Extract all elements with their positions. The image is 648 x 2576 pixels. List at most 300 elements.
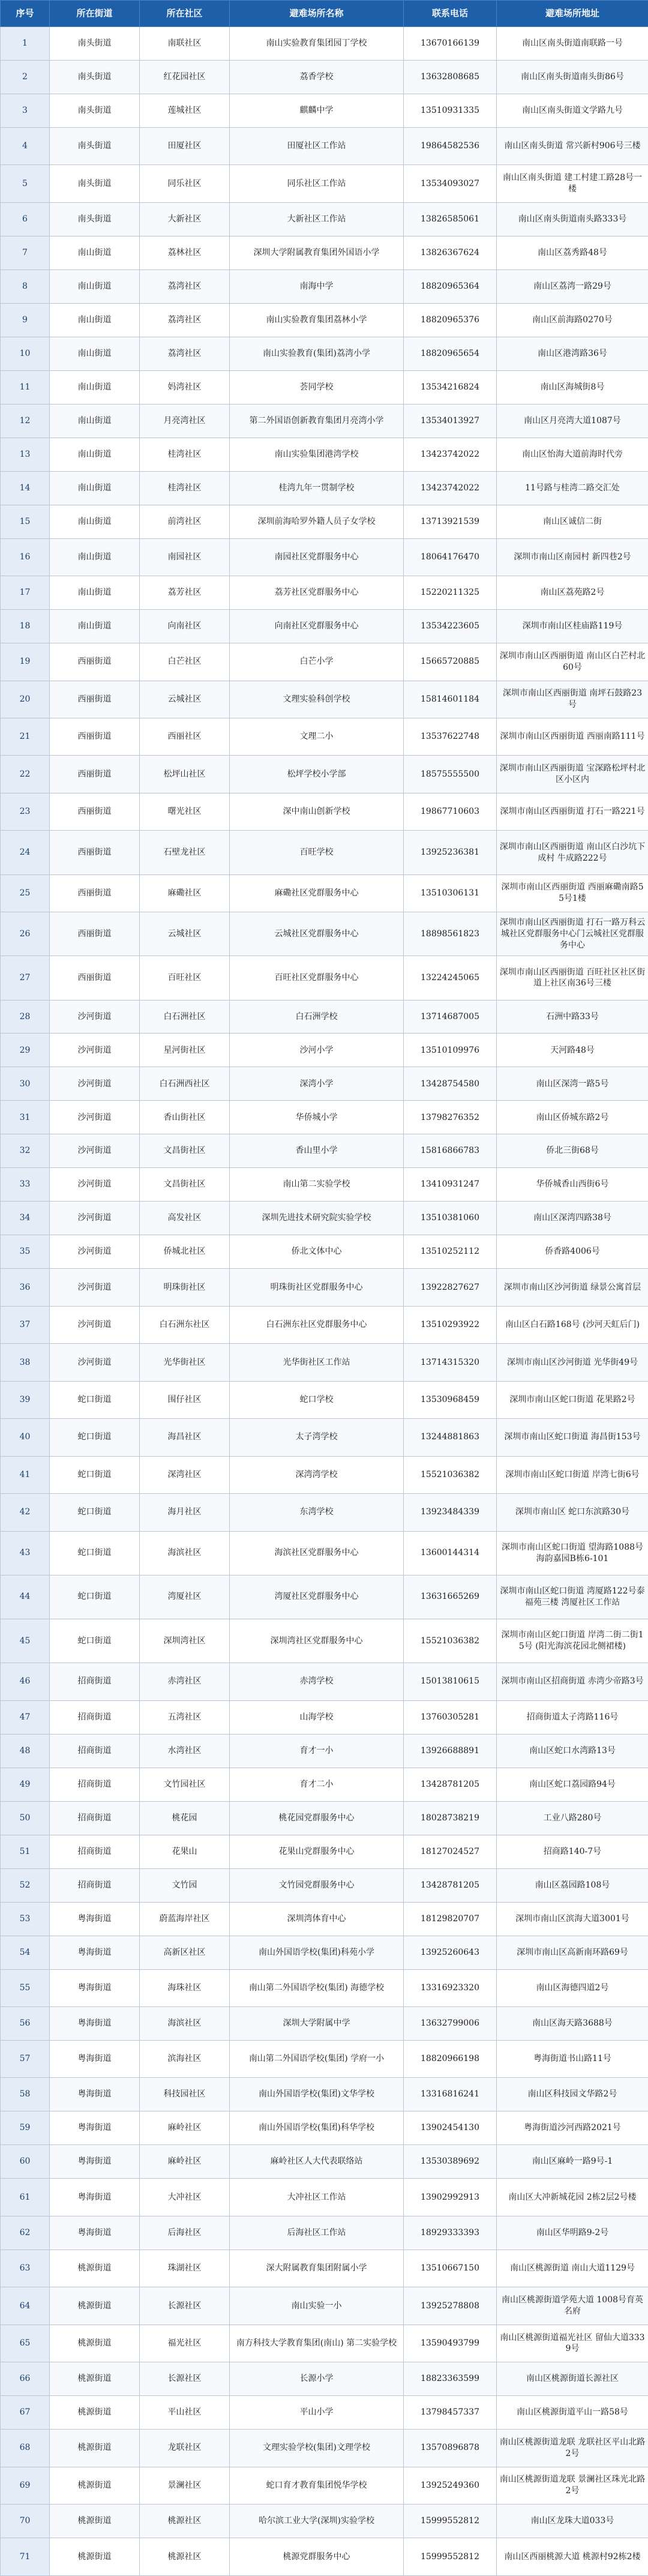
table-row	[1, 756, 648, 793]
cell-community: 桃花园	[140, 1801, 230, 1835]
cell-shelter-name: 沙河小学	[230, 1034, 404, 1067]
cell-phone: 13537622748	[404, 718, 497, 756]
cell-street: 西丽街道	[50, 756, 140, 793]
cell-address: 深圳市南山区桂庙路119号	[497, 610, 648, 643]
table-row	[1, 1344, 648, 1381]
cell-community: 文昌街社区	[140, 1134, 230, 1168]
cell-shelter-name: 深湾小学	[230, 1067, 404, 1101]
cell-address: 深圳市南山区西丽街道 百旺社区社区街道上社区南36号三楼	[497, 956, 648, 1000]
cell-address: 深圳市南山区滨海大道3001号	[497, 1902, 648, 1936]
cell-shelter-name: 麻磡社区党群服务中心	[230, 874, 404, 912]
cell-phone: 13244881863	[404, 1419, 497, 1456]
cell-index: 14	[1, 471, 50, 505]
table-row	[1, 1235, 648, 1269]
header-community: 所在社区	[140, 1, 230, 27]
cell-phone: 13530389692	[404, 2145, 497, 2179]
cell-address: 南山区港湾路36号	[497, 337, 648, 370]
cell-phone: 13922827627	[404, 1269, 497, 1306]
table-row	[1, 912, 648, 956]
cell-community: 后海社区	[140, 2216, 230, 2249]
cell-address: 11号路与桂湾二路交汇处	[497, 471, 648, 505]
cell-index: 63	[1, 2249, 50, 2287]
cell-address: 侨北三街68号	[497, 1134, 648, 1168]
cell-phone: 13423742022	[404, 471, 497, 505]
table-row	[1, 1835, 648, 1868]
cell-street: 招商街道	[50, 1801, 140, 1835]
cell-phone: 13410931247	[404, 1168, 497, 1202]
cell-community: 珠湖社区	[140, 2249, 230, 2287]
cell-address: 南山区荔园路108号	[497, 1868, 648, 1902]
cell-street: 西丽街道	[50, 956, 140, 1000]
table-row	[1, 269, 648, 303]
cell-shelter-name: 南山实验集团港湾学校	[230, 438, 404, 471]
table-row	[1, 471, 648, 505]
cell-phone: 13631665269	[404, 1575, 497, 1619]
cell-phone: 13590493799	[404, 2325, 497, 2362]
cell-phone: 13714687005	[404, 1000, 497, 1034]
cell-community: 荔芳社区	[140, 576, 230, 610]
cell-index: 45	[1, 1619, 50, 1663]
cell-index: 64	[1, 2287, 50, 2325]
cell-community: 麻磡社区	[140, 874, 230, 912]
table-row	[1, 2538, 648, 2576]
cell-community: 白石洲社区	[140, 1000, 230, 1034]
cell-community: 文竹园	[140, 1868, 230, 1902]
table-row	[1, 681, 648, 718]
cell-community: 荔湾社区	[140, 269, 230, 303]
cell-index: 59	[1, 2111, 50, 2145]
table-row	[1, 874, 648, 912]
cell-address: 深圳市南山区西丽街道 南山区白芒村北60号	[497, 643, 648, 681]
cell-community: 海珠社区	[140, 1969, 230, 2006]
cell-phone: 13510252112	[404, 1235, 497, 1269]
cell-index: 10	[1, 337, 50, 370]
cell-shelter-name: 南山实验教育集团荔林小学	[230, 303, 404, 337]
table-row	[1, 1168, 648, 1202]
cell-index: 61	[1, 2179, 50, 2216]
cell-shelter-name: 深湾湾学校	[230, 1456, 404, 1493]
cell-index: 2	[1, 60, 50, 94]
table-row	[1, 576, 648, 610]
cell-shelter-name: 育才一小	[230, 1734, 404, 1768]
cell-street: 招商街道	[50, 1868, 140, 1902]
cell-street: 桃源街道	[50, 2430, 140, 2467]
cell-street: 粤海街道	[50, 1936, 140, 1969]
cell-index: 43	[1, 1531, 50, 1575]
cell-street: 西丽街道	[50, 874, 140, 912]
cell-index: 57	[1, 2040, 50, 2077]
cell-index: 46	[1, 1663, 50, 1700]
table-row	[1, 1269, 648, 1306]
cell-community: 前湾社区	[140, 505, 230, 538]
table-row	[1, 127, 648, 164]
cell-shelter-name: 第二外国语创新教育集团月亮湾小学	[230, 404, 404, 438]
cell-community: 麻岭社区	[140, 2111, 230, 2145]
cell-phone: 13798276352	[404, 1101, 497, 1134]
cell-shelter-name: 育才二小	[230, 1768, 404, 1801]
table-row	[1, 2006, 648, 2040]
cell-phone: 13530968459	[404, 1381, 497, 1418]
cell-street: 粤海街道	[50, 2216, 140, 2249]
table-row	[1, 1419, 648, 1456]
cell-community: 大冲社区	[140, 2179, 230, 2216]
cell-index: 36	[1, 1269, 50, 1306]
cell-address: 深圳市南山区蛇口街道 岸湾七街6号	[497, 1456, 648, 1493]
cell-community: 妈湾社区	[140, 370, 230, 404]
cell-index: 30	[1, 1067, 50, 1101]
cell-community: 福光社区	[140, 2325, 230, 2362]
cell-index: 3	[1, 94, 50, 127]
cell-address: 深圳市南山区蛇口街道 花果路2号	[497, 1381, 648, 1418]
cell-index: 7	[1, 236, 50, 269]
table-row	[1, 370, 648, 404]
cell-community: 桃源社区	[140, 2505, 230, 2538]
cell-shelter-name: 花果山党群服务中心	[230, 1835, 404, 1868]
cell-address: 南山区桃源街道 南山大道1129号	[497, 2249, 648, 2287]
cell-street: 南山街道	[50, 337, 140, 370]
table-row	[1, 2145, 648, 2179]
cell-community: 荔湾社区	[140, 303, 230, 337]
cell-address: 南山区怡海大道前海时代旁	[497, 438, 648, 471]
cell-street: 蛇口街道	[50, 1494, 140, 1531]
cell-index: 50	[1, 1801, 50, 1835]
cell-shelter-name: 百旺学校	[230, 831, 404, 874]
cell-index: 23	[1, 793, 50, 830]
cell-phone: 13600144314	[404, 1531, 497, 1575]
cell-phone: 13316816241	[404, 2078, 497, 2111]
cell-community: 湾厦社区	[140, 1575, 230, 1619]
cell-phone: 13428781205	[404, 1868, 497, 1902]
cell-shelter-name: 白石洲东社区党群服务中心	[230, 1306, 404, 1343]
table-row	[1, 337, 648, 370]
cell-shelter-name: 南山实验教育集团园丁学校	[230, 27, 404, 61]
cell-address: 深圳市南山区沙河街道 光华街49号	[497, 1344, 648, 1381]
cell-shelter-name: 南方科技大学教育集团(南山) 第二实验学校	[230, 2325, 404, 2362]
cell-index: 38	[1, 1344, 50, 1381]
cell-address: 南山区桃源街道龙联 龙联社区平山北路2号	[497, 2430, 648, 2467]
cell-index: 13	[1, 438, 50, 471]
table-row	[1, 505, 648, 538]
cell-street: 南头街道	[50, 165, 140, 202]
cell-street: 桃源街道	[50, 2467, 140, 2504]
cell-phone: 15220211325	[404, 576, 497, 610]
cell-shelter-name: 侨北文体中心	[230, 1235, 404, 1269]
cell-phone: 19867710603	[404, 793, 497, 830]
cell-index: 22	[1, 756, 50, 793]
cell-shelter-name: 海滨社区党群服务中心	[230, 1531, 404, 1575]
cell-index: 42	[1, 1494, 50, 1531]
cell-street: 西丽街道	[50, 718, 140, 756]
table-row	[1, 2111, 648, 2145]
cell-community: 莲城社区	[140, 94, 230, 127]
cell-street: 粤海街道	[50, 2078, 140, 2111]
cell-index: 1	[1, 27, 50, 61]
cell-phone: 13632808685	[404, 60, 497, 94]
cell-community: 云城社区	[140, 681, 230, 718]
cell-street: 西丽街道	[50, 643, 140, 681]
cell-community: 桂湾社区	[140, 438, 230, 471]
cell-shelter-name: 赤湾学校	[230, 1663, 404, 1700]
cell-street: 沙河街道	[50, 1306, 140, 1343]
cell-index: 67	[1, 2396, 50, 2430]
header-shelter-name: 避难场所名称	[230, 1, 404, 27]
cell-address: 深圳市南山区沙河街道 绿景公寓首层	[497, 1269, 648, 1306]
cell-street: 蛇口街道	[50, 1456, 140, 1493]
cell-street: 桃源街道	[50, 2505, 140, 2538]
cell-community: 大新社区	[140, 202, 230, 236]
cell-street: 蛇口街道	[50, 1381, 140, 1418]
cell-index: 11	[1, 370, 50, 404]
cell-address: 深圳市南山区蛇口街道 湾厦路122号泰福苑三楼 湾厦社区工作站	[497, 1575, 648, 1619]
cell-shelter-name: 文理实验学校(集团)文理学校	[230, 2430, 404, 2467]
cell-street: 南头街道	[50, 27, 140, 61]
cell-shelter-name: 南山外国语学校(集团)文华学校	[230, 2078, 404, 2111]
cell-street: 粤海街道	[50, 1902, 140, 1936]
header-row	[1, 1, 648, 27]
cell-address: 南山区龙珠大道033号	[497, 2505, 648, 2538]
cell-index: 37	[1, 1306, 50, 1343]
cell-phone: 13632799006	[404, 2006, 497, 2040]
cell-shelter-name: 向南社区党群服务中心	[230, 610, 404, 643]
cell-index: 25	[1, 874, 50, 912]
table-row	[1, 1801, 648, 1835]
cell-index: 24	[1, 831, 50, 874]
cell-shelter-name: 平山小学	[230, 2396, 404, 2430]
cell-shelter-name: 光华街社区工作站	[230, 1344, 404, 1381]
cell-phone: 13510667150	[404, 2249, 497, 2287]
cell-address: 南山区海德四道2号	[497, 1969, 648, 2006]
cell-address: 深圳市南山区蛇口街道 岸湾二街二街15号 (阳光海滨花园北侧裙楼)	[497, 1619, 648, 1663]
cell-shelter-name: 南山第二外国语学校(集团) 学府一小	[230, 2040, 404, 2077]
cell-community: 平山社区	[140, 2396, 230, 2430]
table-body	[1, 27, 648, 2576]
cell-address: 天河路48号	[497, 1034, 648, 1067]
cell-community: 文竹园社区	[140, 1768, 230, 1801]
table-row	[1, 1101, 648, 1134]
cell-address: 南山区大冲新城花园 2栋2层2号楼	[497, 2179, 648, 2216]
cell-shelter-name: 深圳前海哈罗外籍人员子女学校	[230, 505, 404, 538]
cell-phone: 18820965376	[404, 303, 497, 337]
cell-street: 南山街道	[50, 404, 140, 438]
cell-community: 田厦社区	[140, 127, 230, 164]
cell-shelter-name: 白石洲学校	[230, 1000, 404, 1034]
cell-community: 海月社区	[140, 1494, 230, 1531]
cell-shelter-name: 大新社区工作站	[230, 202, 404, 236]
cell-shelter-name: 香山里小学	[230, 1134, 404, 1168]
cell-address: 粤海街道书山路11号	[497, 2040, 648, 2077]
cell-shelter-name: 长源小学	[230, 2362, 404, 2396]
cell-street: 粤海街道	[50, 2006, 140, 2040]
cell-community: 龙联社区	[140, 2430, 230, 2467]
cell-community: 花果山	[140, 1835, 230, 1868]
table-row	[1, 1306, 648, 1343]
cell-phone: 13534093027	[404, 165, 497, 202]
cell-phone: 15814601184	[404, 681, 497, 718]
cell-shelter-name: 文理实验科创学校	[230, 681, 404, 718]
cell-phone: 13925278808	[404, 2287, 497, 2325]
cell-community: 桂湾社区	[140, 471, 230, 505]
table-row	[1, 1734, 648, 1768]
cell-shelter-name: 荔芳社区党群服务中心	[230, 576, 404, 610]
cell-community: 文昌街社区	[140, 1168, 230, 1202]
cell-index: 19	[1, 643, 50, 681]
cell-street: 招商街道	[50, 1835, 140, 1868]
table-row	[1, 1936, 648, 1969]
cell-shelter-name: 文理二小	[230, 718, 404, 756]
cell-address: 深圳市南山区 蛇口东滨路30号	[497, 1494, 648, 1531]
cell-shelter-name: 太子湾学校	[230, 1419, 404, 1456]
cell-street: 南头街道	[50, 94, 140, 127]
table-row	[1, 1902, 648, 1936]
cell-phone: 13923484339	[404, 1494, 497, 1531]
cell-phone: 13826367624	[404, 236, 497, 269]
cell-community: 同乐社区	[140, 165, 230, 202]
cell-shelter-name: 南海中学	[230, 269, 404, 303]
cell-shelter-name: 华侨城小学	[230, 1101, 404, 1134]
cell-phone: 15999552812	[404, 2505, 497, 2538]
cell-address: 华侨城香山西街6号	[497, 1168, 648, 1202]
cell-shelter-name: 南山第二实验学校	[230, 1168, 404, 1202]
cell-shelter-name: 明珠街社区党群服务中心	[230, 1269, 404, 1306]
table-row	[1, 2216, 648, 2249]
cell-community: 五湾社区	[140, 1700, 230, 1734]
cell-street: 西丽街道	[50, 912, 140, 956]
cell-street: 南头街道	[50, 60, 140, 94]
cell-community: 海滨社区	[140, 1531, 230, 1575]
cell-address: 深圳市南山区南园村 新四巷2号	[497, 538, 648, 576]
header-street: 所在街道	[50, 1, 140, 27]
cell-street: 沙河街道	[50, 1101, 140, 1134]
cell-address: 南山区科技园文华路2号	[497, 2078, 648, 2111]
cell-street: 招商街道	[50, 1768, 140, 1801]
cell-shelter-name: 桃源党群服务中心	[230, 2538, 404, 2576]
cell-street: 粤海街道	[50, 2179, 140, 2216]
cell-shelter-name: 蛇口学校	[230, 1381, 404, 1418]
cell-street: 沙河街道	[50, 1344, 140, 1381]
cell-index: 20	[1, 681, 50, 718]
table-row	[1, 538, 648, 576]
cell-shelter-name: 麻岭社区人大代表联络站	[230, 2145, 404, 2179]
table-row	[1, 404, 648, 438]
cell-community: 麻岭社区	[140, 2145, 230, 2179]
cell-index: 6	[1, 202, 50, 236]
cell-phone: 13713921539	[404, 505, 497, 538]
cell-index: 28	[1, 1000, 50, 1034]
cell-street: 南山街道	[50, 471, 140, 505]
cell-street: 沙河街道	[50, 1134, 140, 1168]
table-row	[1, 165, 648, 202]
cell-phone: 19864582536	[404, 127, 497, 164]
cell-phone: 13534216824	[404, 370, 497, 404]
table-row	[1, 1868, 648, 1902]
cell-community: 高新区社区	[140, 1936, 230, 1969]
table-row	[1, 1381, 648, 1418]
cell-shelter-name: 南山外国语学校(集团)科苑小学	[230, 1936, 404, 1969]
cell-address: 深圳市南山区西丽街道 打石一路万科云城社区党群服务中心门云城社区党群服务中心	[497, 912, 648, 956]
cell-address: 南山区白石路168号 (沙河天虹后门)	[497, 1306, 648, 1343]
cell-phone: 18820965654	[404, 337, 497, 370]
cell-street: 沙河街道	[50, 1067, 140, 1101]
cell-address: 工业八路280号	[497, 1801, 648, 1835]
cell-phone: 18127024527	[404, 1835, 497, 1868]
cell-street: 南山街道	[50, 505, 140, 538]
cell-street: 粤海街道	[50, 2111, 140, 2145]
cell-community: 松坪山社区	[140, 756, 230, 793]
cell-address: 南山区南头街道南联路一号	[497, 27, 648, 61]
cell-street: 桃源街道	[50, 2362, 140, 2396]
table-row	[1, 2362, 648, 2396]
cell-phone: 13826585061	[404, 202, 497, 236]
cell-community: 滨海社区	[140, 2040, 230, 2077]
cell-phone: 18929333393	[404, 2216, 497, 2249]
cell-street: 桃源街道	[50, 2287, 140, 2325]
cell-phone: 13316923320	[404, 1969, 497, 2006]
cell-community: 荔湾社区	[140, 337, 230, 370]
cell-index: 68	[1, 2430, 50, 2467]
cell-street: 沙河街道	[50, 1000, 140, 1034]
cell-address: 南山区前海路0270号	[497, 303, 648, 337]
cell-index: 41	[1, 1456, 50, 1493]
header-phone: 联系电话	[404, 1, 497, 27]
cell-phone: 15521036382	[404, 1456, 497, 1493]
cell-shelter-name: 白芒小学	[230, 643, 404, 681]
cell-index: 40	[1, 1419, 50, 1456]
cell-index: 4	[1, 127, 50, 164]
cell-index: 26	[1, 912, 50, 956]
cell-address: 深圳市南山区蛇口街道 海昌街153号	[497, 1419, 648, 1456]
cell-shelter-name: 麒麟中学	[230, 94, 404, 127]
cell-street: 沙河街道	[50, 1168, 140, 1202]
cell-index: 32	[1, 1134, 50, 1168]
cell-index: 34	[1, 1202, 50, 1235]
cell-address: 深圳市南山区西丽街道 南山区白沙坑下成村 牛成路222号	[497, 831, 648, 874]
cell-community: 云城社区	[140, 912, 230, 956]
cell-shelter-name: 蛇口育才教育集团悦华学校	[230, 2467, 404, 2504]
cell-community: 高发社区	[140, 1202, 230, 1235]
cell-shelter-name: 深圳湾体育中心	[230, 1902, 404, 1936]
cell-shelter-name: 田厦社区工作站	[230, 127, 404, 164]
cell-street: 南山街道	[50, 610, 140, 643]
cell-community: 深圳湾社区	[140, 1619, 230, 1663]
cell-street: 桃源街道	[50, 2325, 140, 2362]
cell-community: 科技园社区	[140, 2078, 230, 2111]
cell-shelter-name: 深圳大学附属中学	[230, 2006, 404, 2040]
cell-phone: 18129820707	[404, 1902, 497, 1936]
cell-address: 南山区月亮湾大道1087号	[497, 404, 648, 438]
cell-community: 明珠街社区	[140, 1269, 230, 1306]
table-row	[1, 27, 648, 61]
cell-phone: 18028738219	[404, 1801, 497, 1835]
table-row	[1, 2287, 648, 2325]
table-row	[1, 1768, 648, 1801]
cell-phone: 13902454130	[404, 2111, 497, 2145]
cell-street: 南头街道	[50, 127, 140, 164]
cell-shelter-name: 深圳湾社区党群服务中心	[230, 1619, 404, 1663]
cell-phone: 18823363599	[404, 2362, 497, 2396]
table-row	[1, 2396, 648, 2430]
cell-index: 71	[1, 2538, 50, 2576]
table-row	[1, 2249, 648, 2287]
table-row	[1, 831, 648, 874]
cell-address: 南山区华明路9-2号	[497, 2216, 648, 2249]
cell-address: 南山区蛇口水湾路13号	[497, 1734, 648, 1768]
cell-phone: 18820966198	[404, 2040, 497, 2077]
cell-phone: 13760305281	[404, 1700, 497, 1734]
cell-community: 蔚蓝海岸社区	[140, 1902, 230, 1936]
cell-phone: 13570896878	[404, 2430, 497, 2467]
cell-street: 招商街道	[50, 1734, 140, 1768]
cell-index: 17	[1, 576, 50, 610]
